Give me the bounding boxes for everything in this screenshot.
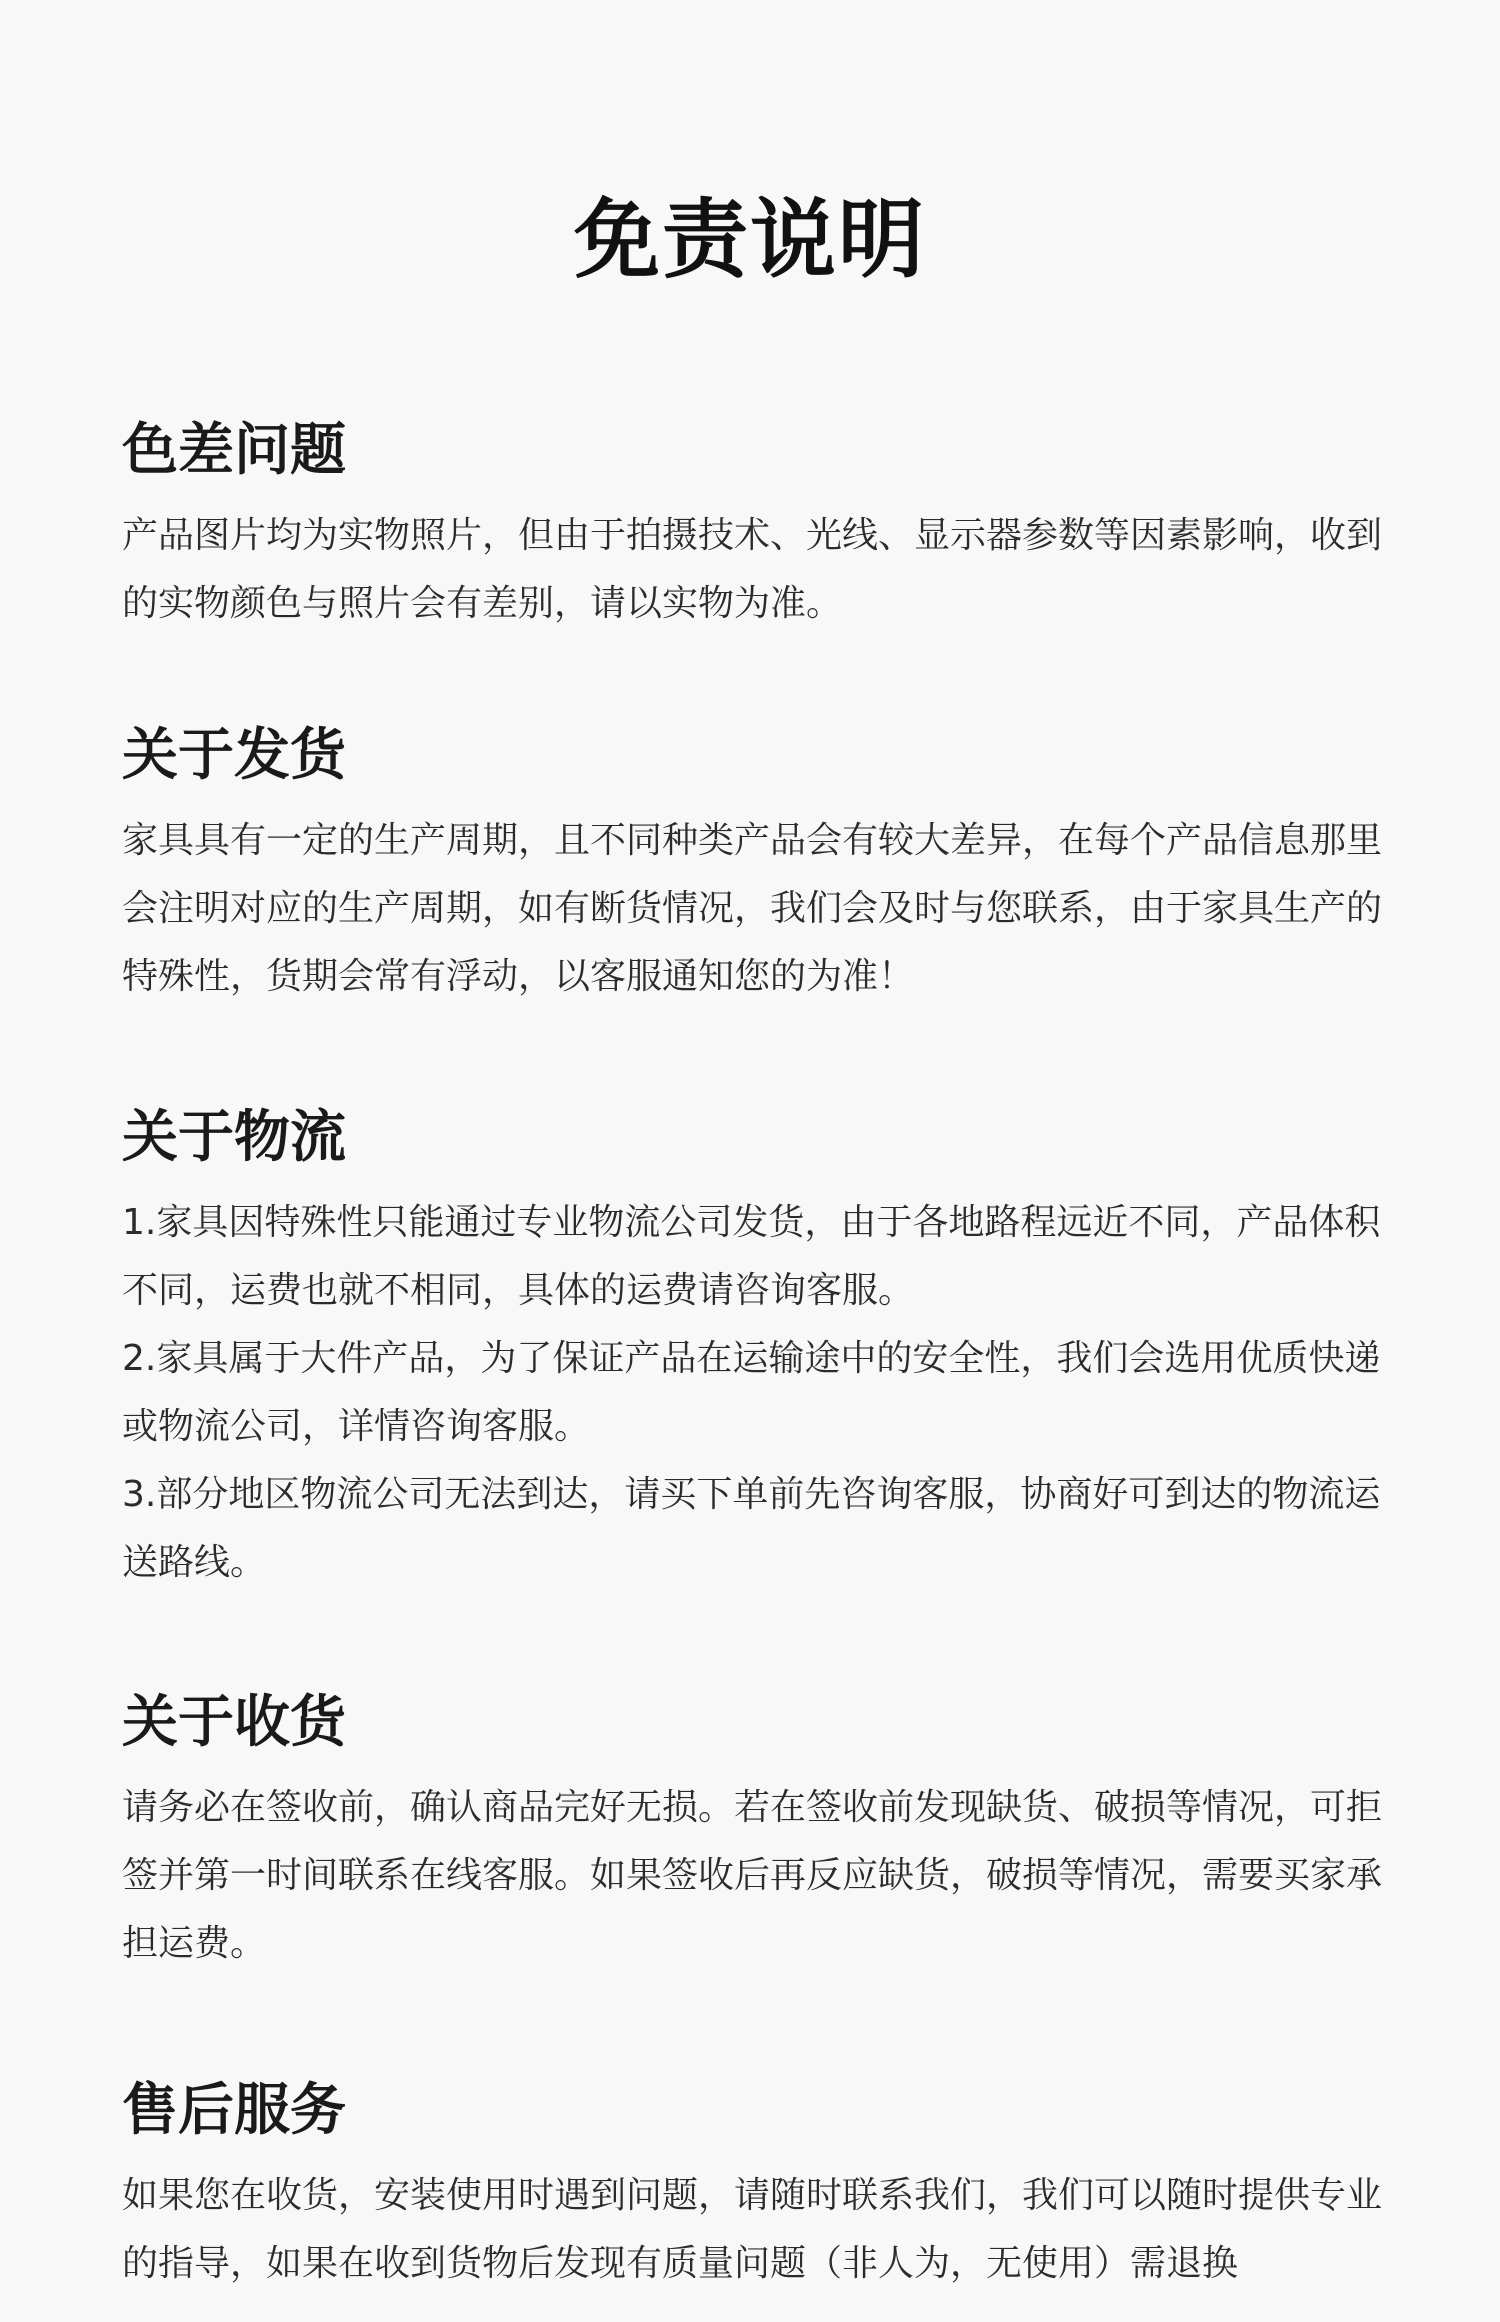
section-paragraph: 2.家具属于大件产品，为了保证产品在运输途中的安全性，我们会选用优质快递或物流公司，详情咨询客服。 <box>122 1338 1381 1447</box>
section-paragraph: 家具具有一定的生产周期，且不同种类产品会有较大差异，在每个产品信息那里会注明对应的生产周期，如有断货情况，我们会及时与您联系，由于家具生产的特殊性，货期会常有浮动，以客服通知您的为准！ <box>122 820 1383 997</box>
page-title: 免责说明 <box>574 190 926 290</box>
section-heading: 关于收货 <box>122 1690 346 1755</box>
section-paragraph: 3.部分地区物流公司无法到达，请买下单前先咨询客服，协商好可到达的物流运送路线。 <box>122 1474 1381 1583</box>
section-logistics <box>122 1105 1382 1597</box>
section-after-sales <box>122 2078 1382 2298</box>
section-heading: 色差问题 <box>122 418 346 483</box>
section-heading: 关于物流 <box>122 1105 346 1170</box>
section-paragraph: 请务必在签收前，确认商品完好无损。若在签收前发现缺货、破损等情况，可拒签并第一时间联系在线客服。如果签收后再反应缺货，破损等情况，需要买家承担运费。 <box>122 1787 1383 1964</box>
section-paragraph: 1.家具因特殊性只能通过专业物流公司发货，由于各地路程远近不同，产品体积不同，运费也就不相同，具体的运费请咨询客服。 <box>122 1202 1381 1311</box>
section-heading: 关于发货 <box>122 723 346 788</box>
section-receiving <box>122 1690 1382 1978</box>
section-heading: 售后服务 <box>122 2078 346 2143</box>
section-color-difference <box>122 418 1382 638</box>
section-paragraph: 如果您在收货，安装使用时遇到问题，请随时联系我们，我们可以随时提供专业的指导，如果在收到货物后发现有质量问题（非人为，无使用）需退换 <box>122 2175 1383 2284</box>
section-paragraph: 产品图片均为实物照片，但由于拍摄技术、光线、显示器参数等因素影响，收到的实物颜色与照片会有差别，请以实物为准。 <box>122 515 1383 624</box>
section-shipping <box>122 723 1382 1011</box>
